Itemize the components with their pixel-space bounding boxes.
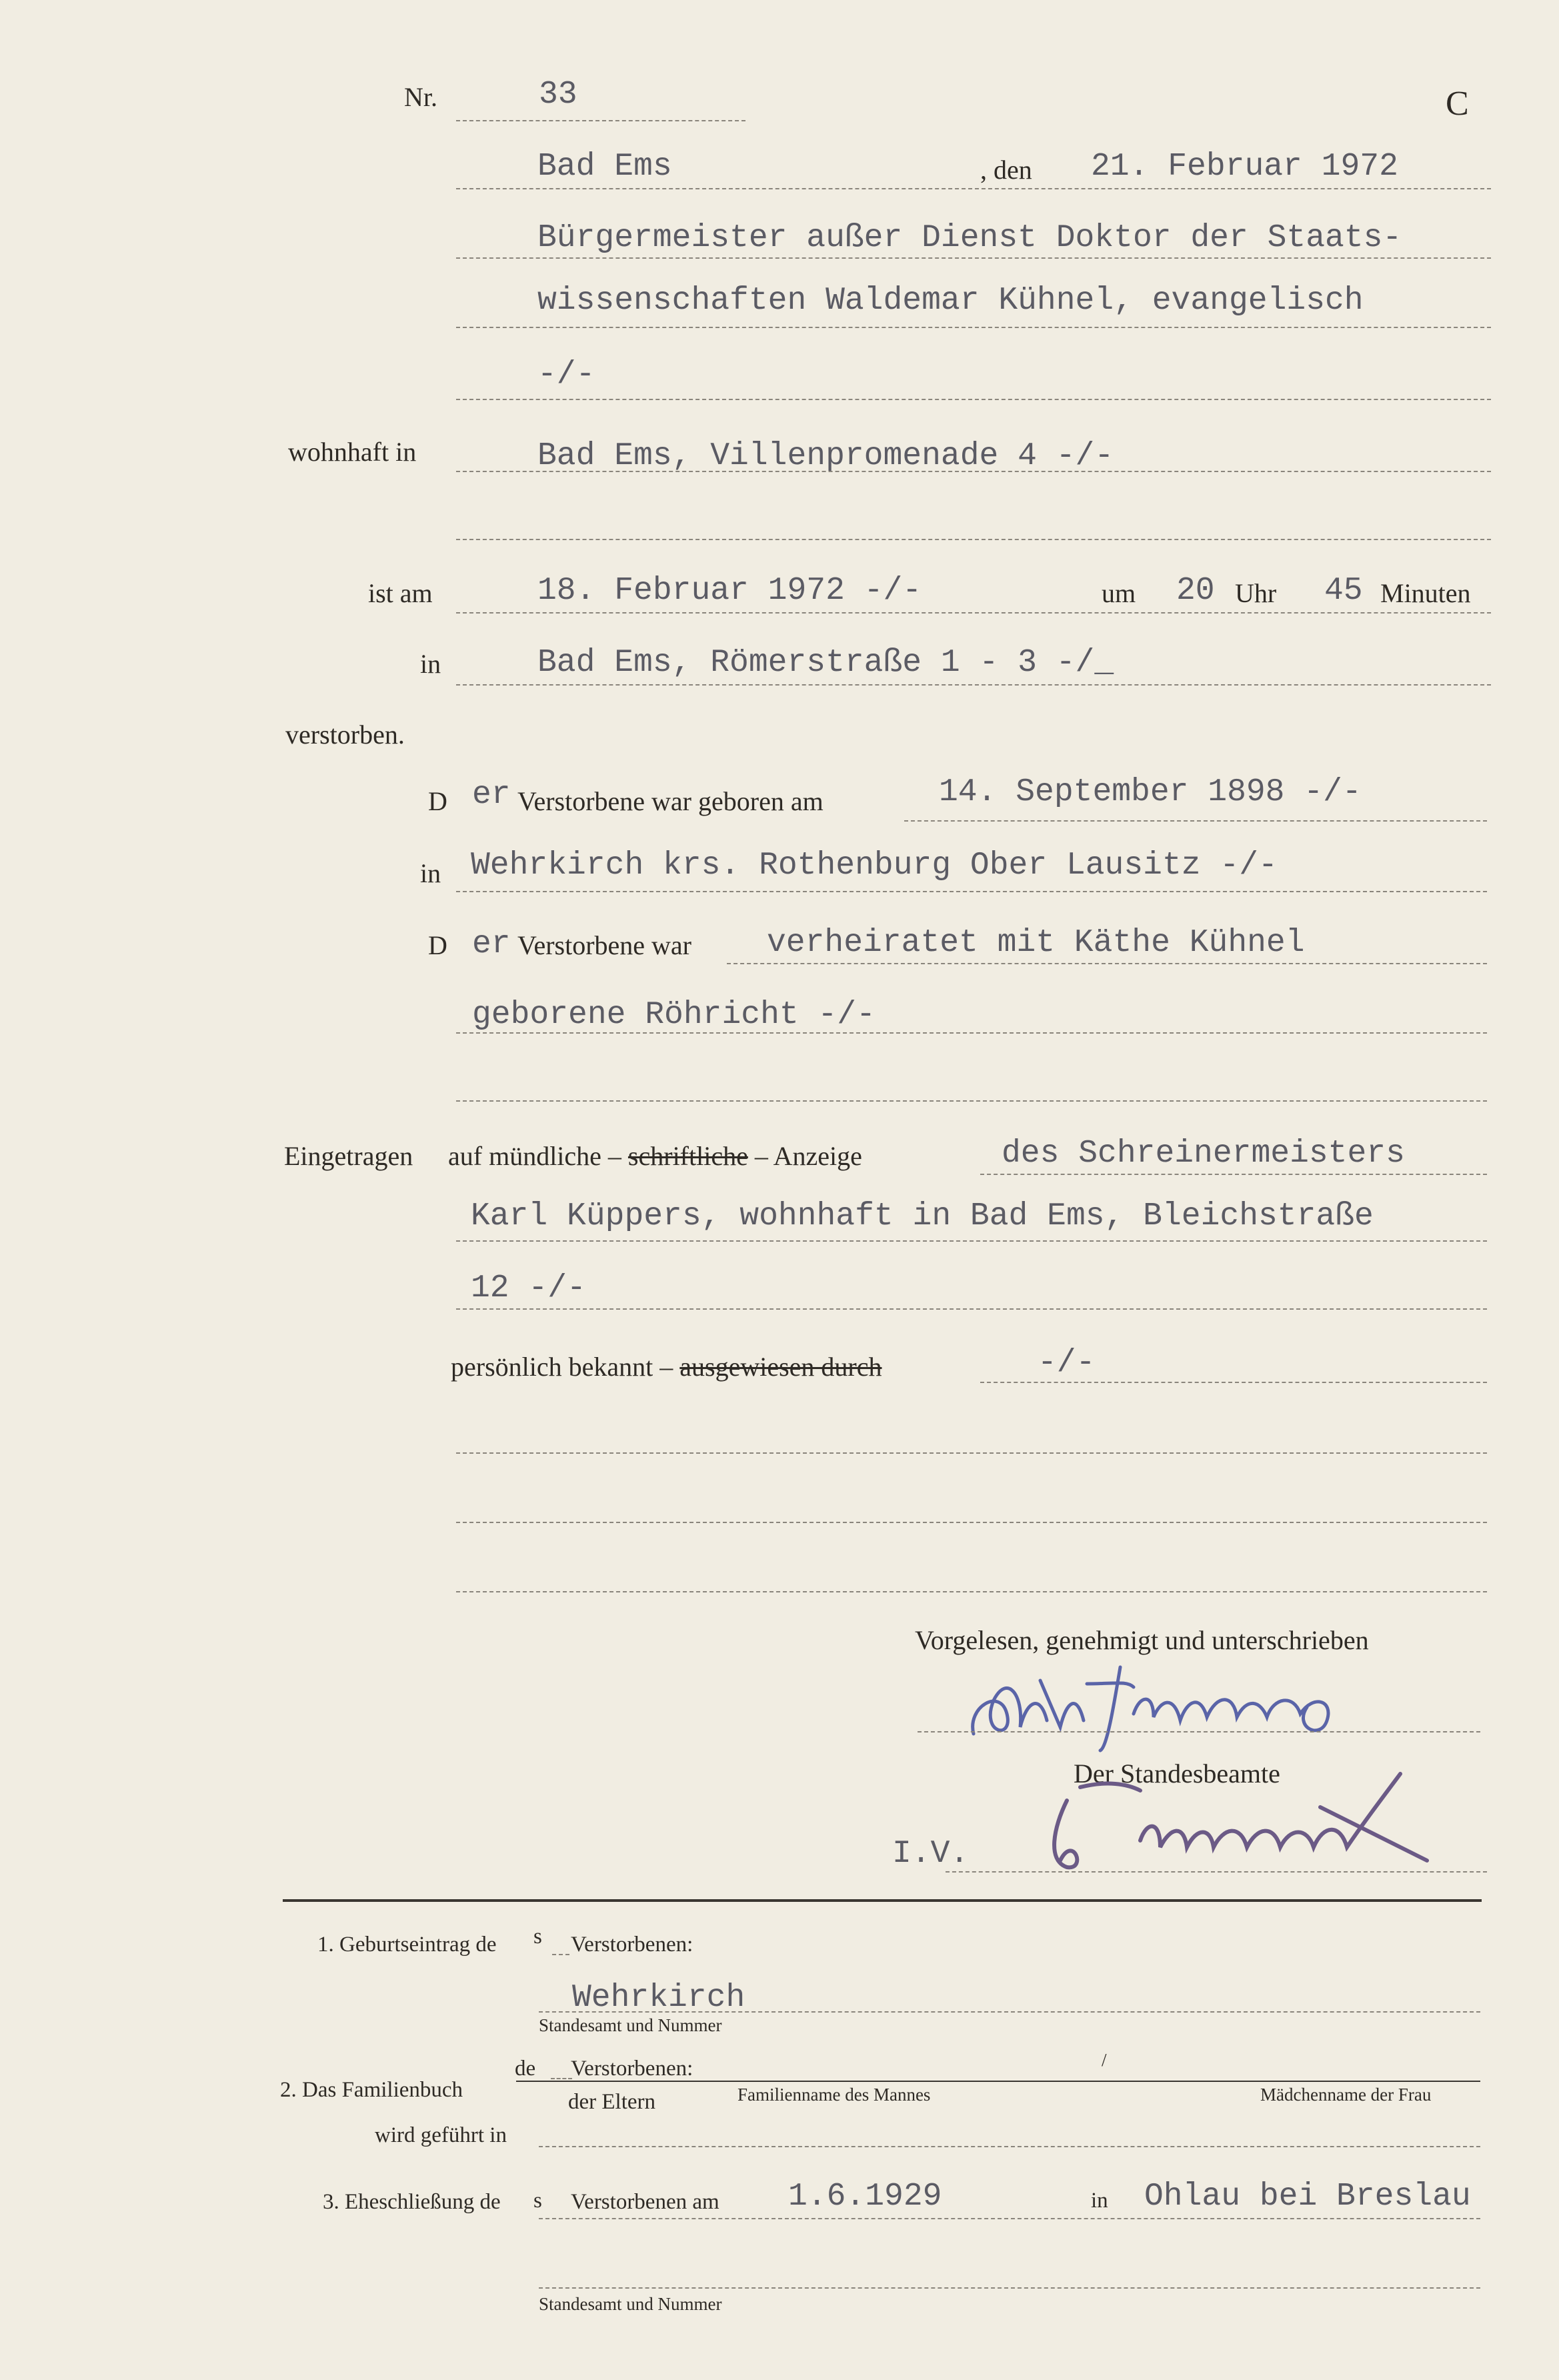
familienbuch-de: de <box>515 2057 536 2081</box>
eheschliessung-label: 3. Eheschließung de <box>323 2190 501 2214</box>
nr-line <box>456 120 745 121</box>
birth-place-line <box>456 891 1487 892</box>
eheschliessung-standesamt-rule <box>539 2287 1480 2289</box>
death-date-line <box>456 612 1491 614</box>
familienbuch-small-rule <box>551 2078 572 2079</box>
informant-signature-line <box>918 1731 1480 1732</box>
geburtseintrag-small-rule <box>552 1954 569 1955</box>
anzeige-line <box>448 1143 862 1170</box>
familienname-mannes-label: Familienname des Mannes <box>737 2085 931 2105</box>
eheschliessung-rule <box>539 2218 1480 2219</box>
familienbuch-slash: / <box>1102 2050 1107 2070</box>
birth-date: 14. September 1898 -/- <box>939 774 1362 810</box>
death-in-label: in <box>420 649 441 679</box>
official-signature-line <box>946 1871 1487 1873</box>
bekannt-prefix: persönlich bekannt – <box>451 1352 680 1382</box>
d-prefix-1: D <box>428 786 447 816</box>
person-line-1-rule <box>456 257 1491 259</box>
birth-place: Wehrkirch krs. Rothenburg Ober Lausitz -/- <box>471 848 1278 884</box>
familienbuch-verstorbenen: Verstorbenen: <box>571 2057 693 2081</box>
anzeige-prefix: auf mündliche – <box>448 1141 628 1171</box>
corner-letter: C <box>1446 85 1469 123</box>
person-line-2: wissenschaften Waldemar Kühnel, evangelisch <box>537 283 1364 319</box>
nr-label: Nr. <box>404 82 437 112</box>
official-signature <box>1027 1760 1454 1881</box>
den-label: , den <box>980 155 1032 185</box>
entry-number: 33 <box>539 77 577 113</box>
birth-in-label: in <box>420 858 441 888</box>
marriage-date: 1.6.1929 <box>788 2179 942 2215</box>
gender-suffix-1: er <box>472 777 511 813</box>
informant-signature <box>960 1654 1387 1754</box>
ist-am-label: ist am <box>368 578 433 608</box>
date-line <box>456 188 1491 189</box>
bekannt-struck: ausgewiesen durch <box>679 1352 882 1382</box>
marital-line-1: verheiratet mit Käthe Kühnel <box>767 925 1305 961</box>
bekannt-line <box>451 1354 882 1380</box>
geburtseintrag-verstorbenen-label: Verstorbenen: <box>571 1933 693 1957</box>
wird-gefuehrt-rule <box>539 2146 1480 2147</box>
familienbuch-label: 2. Das Familienbuch <box>280 2078 463 2102</box>
ehe-in-label: in <box>1091 2189 1108 2213</box>
marital-line-3-rule <box>456 1100 1487 1102</box>
wird-gefuehrt-label: wird geführt in <box>375 2123 507 2147</box>
death-place: Bad Ems, Römerstraße 1 - 3 -/_ <box>537 645 1114 681</box>
blank-rule-1 <box>456 1452 1487 1454</box>
gender-suffix-2: er <box>472 926 511 962</box>
informant-line-1: des Schreinermeisters <box>1002 1136 1405 1172</box>
eingetragen-label: Eingetragen <box>284 1141 413 1171</box>
ehe-s: s <box>533 2189 542 2213</box>
death-minutes: 45 <box>1324 573 1363 609</box>
registry-date: 21. Februar 1972 <box>1091 149 1398 185</box>
marriage-place: Ohlau bei Breslau <box>1144 2179 1471 2215</box>
standesamt-nummer-label: Standesamt und Nummer <box>539 2015 722 2035</box>
geburtseintrag-label: 1. Geburtseintrag de <box>317 1933 497 1957</box>
death-place-line <box>456 684 1491 686</box>
anzeige-struck: schriftliche <box>627 1141 748 1171</box>
informant-line-3-rule <box>456 1308 1487 1310</box>
person-line-1: Bürgermeister außer Dienst Doktor der Staats- <box>537 220 1402 256</box>
blank-rule-3 <box>456 1591 1487 1592</box>
death-hour: 20 <box>1176 573 1215 609</box>
vorgelesen-label: Vorgelesen, genehmigt und unterschrieben <box>915 1625 1369 1655</box>
marital-line-2: geborene Röhricht -/- <box>472 997 876 1033</box>
informant-line-2-rule <box>456 1240 1487 1242</box>
verstorbenen-am-label: Verstorbenen am <box>571 2190 719 2214</box>
maedchenname-label: Mädchenname der Frau <box>1260 2085 1432 2105</box>
residence-line-2 <box>456 539 1491 540</box>
iv-label: I.V. <box>892 1836 970 1872</box>
marital-line-2-rule <box>456 1032 1487 1034</box>
person-line-2-rule <box>456 327 1491 328</box>
geboren-label: Verstorbene war geboren am <box>517 786 824 816</box>
d-prefix-2: D <box>428 930 447 960</box>
identity-rule <box>980 1382 1487 1383</box>
informant-line-3: 12 -/- <box>471 1270 586 1306</box>
familienbuch-rule <box>516 2081 1480 2082</box>
anzeige-suffix: – Anzeige <box>747 1141 862 1171</box>
residence-value: Bad Ems, Villenpromenade 4 -/- <box>537 438 1114 474</box>
residence-line <box>456 471 1491 472</box>
der-eltern-label: der Eltern <box>568 2090 656 2114</box>
marital-line-1-rule <box>727 963 1487 964</box>
registry-place: Bad Ems <box>537 149 672 185</box>
minuten-label: Minuten <box>1380 578 1471 608</box>
geburtseintrag-value: Wehrkirch <box>572 1980 745 2016</box>
blank-rule-2 <box>456 1522 1487 1523</box>
person-line-3-rule <box>456 399 1491 400</box>
verstorben-label: verstorben. <box>285 720 405 750</box>
uhr-label: Uhr <box>1235 578 1277 608</box>
um-label: um <box>1102 578 1136 608</box>
standesamt-nummer-label-2: Standesamt und Nummer <box>539 2294 722 2314</box>
informant-line-1-rule <box>980 1174 1487 1175</box>
birth-date-line <box>904 820 1487 822</box>
death-date: 18. Februar 1972 -/- <box>537 573 922 609</box>
wohnhaft-label: wohnhaft in <box>288 437 417 467</box>
identity-value: -/- <box>1038 1345 1096 1381</box>
geburtseintrag-rule <box>539 2011 1480 2013</box>
standesbeamte-label: Der Standesbeamte <box>1074 1758 1280 1789</box>
war-label: Verstorbene war <box>517 930 691 960</box>
person-line-3: -/- <box>537 357 595 393</box>
geburtseintrag-s: s <box>533 1925 542 1949</box>
informant-line-2: Karl Küppers, wohnhaft in Bad Ems, Bleichstraße <box>471 1198 1374 1234</box>
section-separator <box>283 1899 1482 1902</box>
